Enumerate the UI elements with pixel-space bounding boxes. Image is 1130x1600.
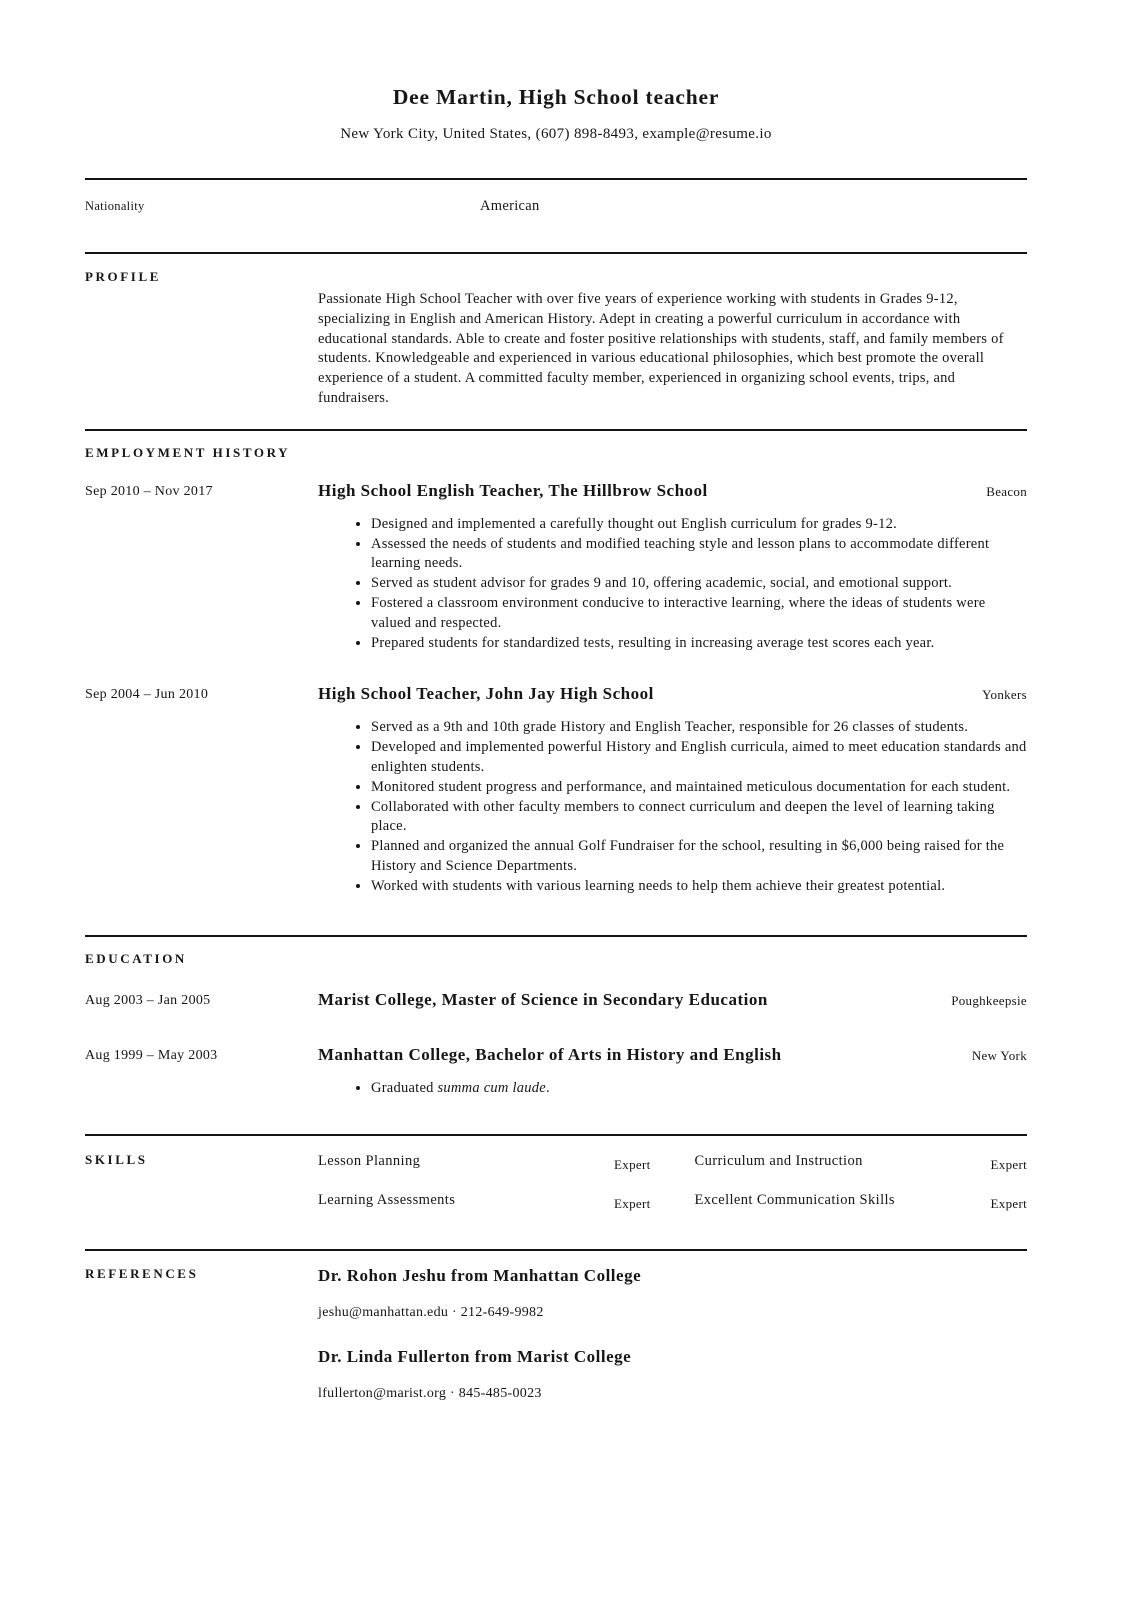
education-location: Poughkeepsie — [951, 992, 1027, 1008]
skill-name: Excellent Communication Skills — [694, 1192, 895, 1209]
details-row — [85, 198, 1027, 215]
job-body — [318, 480, 1027, 654]
education-title: Marist College, Master of Science in Secondary Education — [318, 989, 768, 1009]
references-row — [85, 1265, 1027, 1403]
education-title: Manhattan College, Bachelor of Arts in History and English — [318, 1044, 782, 1064]
education-dates: Aug 1999 – May 2003 — [85, 1047, 218, 1063]
education-bullet-list — [318, 1079, 1027, 1099]
skill-name: Learning Assessments — [318, 1192, 456, 1209]
job-bullet: • Served as a 9th and 10th grade History and English Teacher, responsible for 26 classes of students. — [371, 718, 1027, 738]
contact-line: New York City, United States, (607) 898-8493, example@resume.io — [340, 126, 772, 142]
skills-grid — [318, 1151, 1027, 1212]
education-bullet-period: . — [545, 1079, 550, 1096]
profile-heading: PROFILE — [85, 269, 161, 284]
job-bullet: • Prepared students for standardized tests, resulting in increasing average test scores each year. — [371, 634, 1027, 654]
job-head — [318, 480, 1027, 501]
reference-item — [318, 1346, 1027, 1403]
references-heading: REFERENCES — [85, 1266, 199, 1282]
job-dates: Sep 2004 – Jun 2010 — [85, 687, 209, 703]
job-entry — [85, 480, 1027, 654]
references-list — [318, 1265, 1027, 1403]
job-entry — [85, 683, 1027, 896]
profile-row — [85, 268, 1027, 409]
education-heading: EDUCATION — [85, 950, 187, 966]
employment-section — [85, 429, 1027, 935]
education-body — [318, 1044, 1027, 1099]
education-head — [318, 1044, 1027, 1065]
resume-header — [85, 84, 1027, 144]
reference-contact: lfullerton@marist.org · 845-485-0023 — [318, 1386, 542, 1402]
job-body — [318, 683, 1027, 896]
education-bullet-italic: summa cum laude — [437, 1079, 546, 1096]
education-location: New York — [971, 1047, 1027, 1063]
nationality-value: American — [480, 198, 540, 214]
job-bullet: • Designed and implemented a carefully thought out English curriculum for grades 9-12. — [371, 515, 1027, 535]
details-section — [85, 178, 1027, 252]
job-bullet-list — [318, 515, 1027, 654]
job-head — [318, 683, 1027, 704]
skill-item — [318, 1190, 651, 1212]
skill-level: Expert — [990, 1196, 1027, 1212]
skill-level: Expert — [990, 1157, 1027, 1173]
education-section — [85, 935, 1027, 1135]
profile-section — [85, 252, 1027, 429]
education-head — [318, 989, 1027, 1010]
education-dates: Aug 2003 – Jan 2005 — [85, 992, 211, 1008]
job-bullet-list — [318, 718, 1027, 896]
reference-name: Dr. Rohon Jeshu from Manhattan College — [318, 1266, 642, 1286]
page-title: Dee Martin, High School teacher — [392, 85, 720, 109]
skill-level: Expert — [614, 1196, 651, 1212]
skill-level: Expert — [614, 1157, 651, 1173]
job-bullet: • Collaborated with other faculty members to connect curriculum and deepen the level of learning taking place. — [371, 798, 1027, 838]
job-bullet: • Planned and organized the annual Golf Fundraiser for the school, resulting in $6,000 being raised for the History and Science Departments. — [371, 837, 1027, 877]
job-dates: Sep 2010 – Nov 2017 — [85, 483, 213, 499]
job-bullet: • Fostered a classroom environment conducive to interactive learning, where the ideas of students were valued and respected. — [371, 594, 1027, 634]
education-entry — [85, 989, 1027, 1010]
skill-name: Curriculum and Instruction — [694, 1153, 863, 1170]
skill-item — [318, 1151, 651, 1173]
education-bullet-text: Graduated — [371, 1079, 438, 1096]
job-location: Beacon — [986, 483, 1027, 499]
skills-row — [85, 1151, 1027, 1212]
skill-name: Lesson Planning — [318, 1153, 421, 1170]
employment-heading: EMPLOYMENT HISTORY — [85, 444, 291, 460]
education-bullet — [371, 1079, 1027, 1099]
reference-contact: jeshu@manhattan.edu · 212-649-9982 — [318, 1305, 544, 1321]
job-location: Yonkers — [982, 687, 1027, 703]
job-bullet: • Served as student advisor for grades 9 and 10, offering academic, social, and emotional support. — [371, 574, 1027, 594]
job-title: High School Teacher, John Jay High School — [318, 684, 654, 704]
skill-item — [695, 1151, 1028, 1173]
skill-item — [695, 1190, 1028, 1212]
profile-text: Passionate High School Teacher with over five years of experience working with students in Grades 9-12, specializing in English and American History. Adept in creating a powerful curriculum in accordance with educational standards. Able to create and foster positive relationships with students, staff, and family members of students. Knowledgeable and experienced in various educational philosophies, which best promote the overall experience of a student. A committed faculty member, experienced in organizing school events, trips, and fundraisers. — [318, 291, 1004, 406]
education-body — [318, 989, 1027, 1010]
reference-item — [318, 1265, 1027, 1322]
skills-section — [85, 1134, 1027, 1249]
job-bullet: • Worked with students with various learning needs to help them achieve their greatest potential. — [371, 877, 1027, 897]
nationality-label: Nationality — [85, 199, 145, 213]
references-section — [85, 1249, 1027, 1403]
job-bullet: • Assessed the needs of students and modified teaching style and lesson plans to accommodate different learning needs. — [371, 535, 1027, 575]
job-bullet: • Developed and implemented powerful History and English curricula, aimed to meet education standards and enlighten students. — [371, 738, 1027, 778]
skills-heading: SKILLS — [85, 1152, 148, 1168]
job-title: High School English Teacher, The Hillbrow School — [318, 480, 708, 500]
reference-name: Dr. Linda Fullerton from Marist College — [318, 1347, 632, 1367]
education-entry — [85, 1044, 1027, 1099]
job-bullet: • Monitored student progress and performance, and maintained meticulous documentation for each student. — [371, 778, 1027, 798]
